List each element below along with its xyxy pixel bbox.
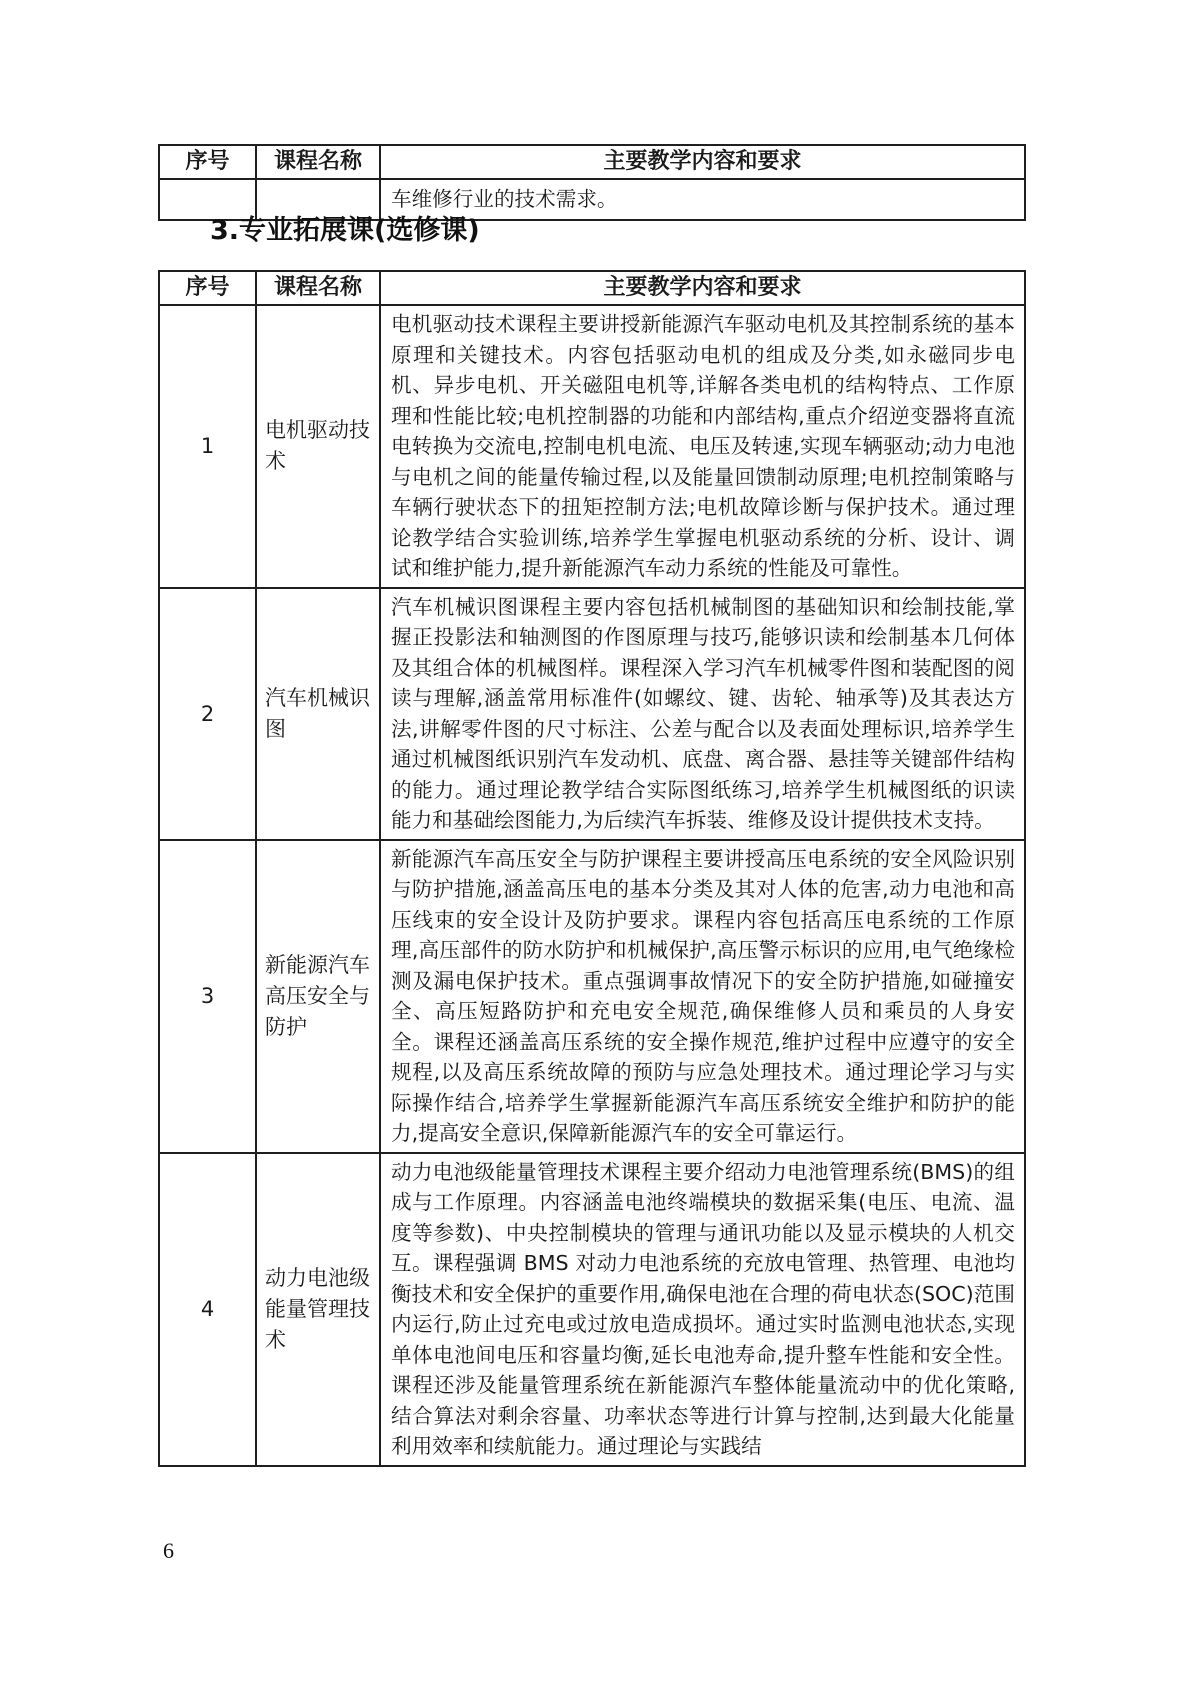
- table-header-row: [159, 271, 1025, 305]
- cell-course-name: 新能源汽车高压安全与防护: [256, 840, 380, 1153]
- cell-course-content: 车维修行业的技术需求。: [380, 179, 1025, 220]
- column-header-course-name: 课程名称: [256, 271, 380, 305]
- table-row: [159, 305, 1025, 588]
- column-header-no: 序号: [159, 271, 256, 305]
- section-heading: 3.专业拓展课(选修课): [210, 215, 480, 246]
- cell-course-content: 新能源汽车高压安全与防护课程主要讲授高压电系统的安全风险识别与防护措施,涵盖高压电的基本分类及其对人体的危害,动力电池和高压线束的安全设计及防护要求。课程内容包括高压电系统的工作原理,高压部件的防水防护和机械保护,高压警示标识的应用,电气绝缘检测及漏电保护技术。重点强调事故情况下的安全防护措施,如碰撞安全、高压短路防护和充电安全规范,确保维修人员和乘员的人身安全。课程还涵盖高压系统的安全操作规范,维护过程中应遵守的安全规程,以及高压系统故障的预防与应急处理技术。通过理论学习与实际操作结合,培养学生掌握新能源汽车高压系统安全维护和防护的能力,提高安全意识,保障新能源汽车的安全可靠运行。: [380, 840, 1025, 1153]
- cell-course-name: 电机驱动技术: [256, 305, 380, 588]
- cell-no: 2: [159, 588, 256, 840]
- cell-course-name: 汽车机械识图: [256, 588, 380, 840]
- cell-no: 3: [159, 840, 256, 1153]
- column-header-content: 主要教学内容和要求: [380, 271, 1025, 305]
- page-number: 6: [163, 1538, 174, 1563]
- column-header-no: 序号: [159, 145, 256, 179]
- cell-course-name: 动力电池级能量管理技术: [256, 1153, 380, 1466]
- cell-course-content: 动力电池级能量管理技术课程主要介绍动力电池管理系统(BMS)的组成与工作原理。内容涵盖电池终端模块的数据采集(电压、电流、温度等参数)、中央控制模块的管理与通讯功能以及显示模块的人机交互。课程强调 BMS 对动力电池系统的充放电管理、热管理、电池均衡技术和安全保护的重要作用,确保电池在合理的荷电状态(SOC)范围内运行,防止过充电或过放电造成损坏。通过实时监测电池状态,实现单体电池间电压和容量均衡,延长电池寿命,提升整车性能和安全性。课程还涉及能量管理系统在新能源汽车整体能量流动中的优化策略,结合算法对剩余容量、功率状态等进行计算与控制,达到最大化能量利用效率和续航能力。通过理论与实践结: [380, 1153, 1025, 1466]
- table-row: [159, 1153, 1025, 1466]
- cell-course-content: 汽车机械识图课程主要内容包括机械制图的基础知识和绘制技能,掌握正投影法和轴测图的作图原理与技巧,能够识读和绘制基本几何体及其组合体的机械图样。课程深入学习汽车机械零件图和装配图的阅读与理解,涵盖常用标准件(如螺纹、键、齿轮、轴承等)及其表达方法,讲解零件图的尺寸标注、公差与配合以及表面处理标识,培养学生通过机械图纸识别汽车发动机、底盘、离合器、悬挂等关键部件结构的能力。通过理论教学结合实际图纸练习,培养学生机械图纸的识读能力和基础绘图能力,为后续汽车拆装、维修及设计提供技术支持。: [380, 588, 1025, 840]
- table-row: [159, 840, 1025, 1153]
- cell-course-content: 电机驱动技术课程主要讲授新能源汽车驱动电机及其控制系统的基本原理和关键技术。内容包括驱动电机的组成及分类,如永磁同步电机、异步电机、开关磁阻电机等,详解各类电机的结构特点、工作原理和性能比较;电机控制器的功能和内部结构,重点介绍逆变器将直流电转换为交流电,控制电机电流、电压及转速,实现车辆驱动;动力电池与电机之间的能量传输过程,以及能量回馈制动原理;电机控制策略与车辆行驶状态下的扭矩控制方法;电机故障诊断与保护技术。通过理论教学结合实验训练,培养学生掌握电机驱动系统的分析、设计、调试和维护能力,提升新能源汽车动力系统的性能及可靠性。: [380, 305, 1025, 588]
- table-row: [159, 588, 1025, 840]
- table-header-row: [159, 145, 1025, 179]
- column-header-content: 主要教学内容和要求: [380, 145, 1025, 179]
- elective-courses-table: [158, 270, 1026, 1467]
- cell-no: 1: [159, 305, 256, 588]
- column-header-course-name: 课程名称: [256, 145, 380, 179]
- cell-no: 4: [159, 1153, 256, 1466]
